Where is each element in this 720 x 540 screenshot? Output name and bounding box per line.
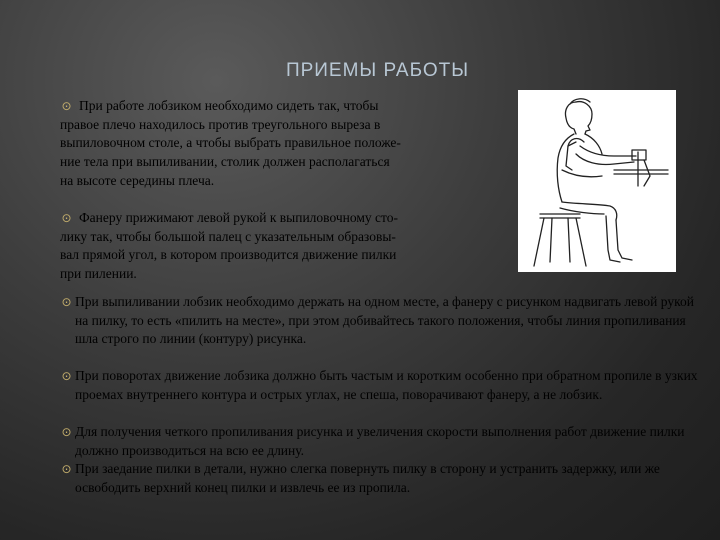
bullet-icon: ⊙ bbox=[61, 99, 72, 113]
sawing-posture-illustration bbox=[518, 90, 676, 272]
slide-title: ПРИЕМЫ РАБОТЫ bbox=[285, 60, 470, 81]
block2-line-1: Фанеру прижимают левой рукой к выпиловочному сто- bbox=[79, 210, 398, 225]
block6-paragraph: При заедание пилки в детали, нужно слегка повернуть пилку в сторону и устранить задержку, или же освободить верхний конец пилки и извлечь ее из пропила. bbox=[75, 461, 660, 495]
block2-line-4: при пилении. bbox=[60, 266, 137, 281]
block1-line-5: на высоте середины плеча. bbox=[60, 173, 215, 188]
block2-line-3: вал прямой угол, в котором производится движение пилки bbox=[60, 247, 397, 262]
block5-paragraph: Для получения четкого пропиливания рисунка и увеличения скорости выполнения работ движение пилки должно производиться на всю ее длину. bbox=[75, 424, 685, 458]
block2-line-2: лику так, чтобы большой палец с указательным образовы- bbox=[60, 229, 396, 244]
block1-line-1: При работе лобзиком необходимо сидеть так, чтобы bbox=[79, 98, 379, 113]
bullet-icon: ⊙ bbox=[61, 295, 72, 309]
block3-paragraph: При выпиливании лобзик необходимо держать на одном месте, а фанеру с рисунком надвигать левой рукой на пилку, то есть «пилить на месте», при этом добивайтесь такого положения, чтобы линия пропиливания шла строго по линии (контуру) рисунка. bbox=[75, 294, 694, 347]
bullet-icon: ⊙ bbox=[61, 211, 72, 225]
block4-paragraph: При поворотах движение лобзика должно быть частым и коротким особенно при обратном пропиле в узких проемах внутреннего контура и острых углах, не спеша, поворачивают фанеру, а не лобзик. bbox=[75, 368, 698, 402]
block1-line-4: ние тела при выпиливании, столик должен располагаться bbox=[60, 154, 390, 169]
block1-line-3: выпиловочном столе, а чтобы выбрать правильное положе- bbox=[60, 135, 401, 150]
bullet-icon: ⊙ bbox=[61, 425, 72, 439]
seated-person-drawing bbox=[518, 90, 676, 272]
block1-line-2: правое плечо находилось против треугольного выреза в bbox=[60, 117, 381, 132]
bullet-icon: ⊙ bbox=[61, 369, 72, 383]
bullet-icon: ⊙ bbox=[61, 462, 72, 476]
